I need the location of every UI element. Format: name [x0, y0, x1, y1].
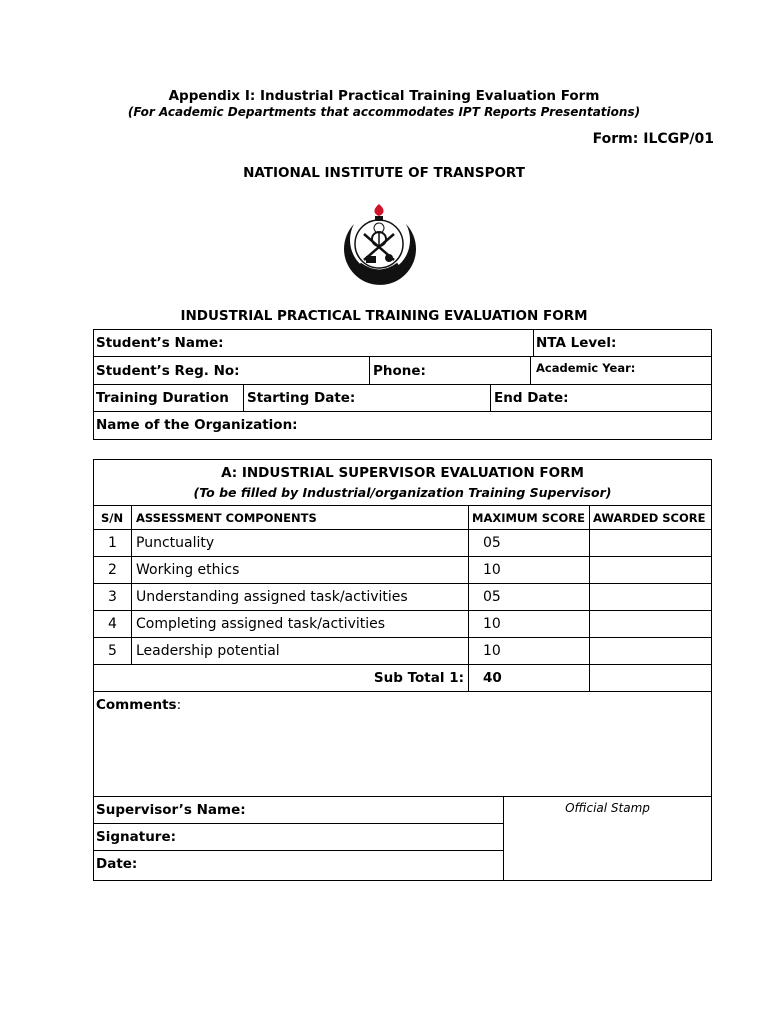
row-component: Punctuality: [131, 529, 469, 557]
row-max-score: 05: [468, 529, 590, 557]
row-awarded-score-input[interactable]: [589, 529, 712, 557]
row-component: Leadership potential: [131, 637, 469, 665]
starting-date-label: Starting Date:: [247, 390, 356, 406]
row-sn: 2: [93, 556, 132, 584]
institution-name: NATIONAL INSTITUTE OF TRANSPORT: [243, 165, 525, 181]
row-max-score: 10: [468, 556, 590, 584]
col-header-component: ASSESSMENT COMPONENTS: [131, 505, 469, 530]
section-a-heading: A: INDUSTRIAL SUPERVISOR EVALUATION FORM: [221, 465, 584, 481]
signature-label: Signature:: [96, 829, 177, 845]
starting-date-field[interactable]: [243, 384, 491, 412]
comments-field[interactable]: [93, 691, 712, 797]
row-sn: 1: [93, 529, 132, 557]
phone-label: Phone:: [373, 363, 426, 379]
subtotal-value-cell: [468, 664, 590, 692]
row-sn: 5: [93, 637, 132, 665]
organization-field[interactable]: [93, 411, 712, 440]
row-component: Understanding assigned task/activities: [131, 583, 469, 611]
supervisor-name-label: Supervisor’s Name:: [96, 802, 246, 818]
col-header-sn: S/N: [93, 505, 132, 530]
section-a-subheading: (To be filled by Industrial/organization Training Supervisor): [193, 485, 612, 500]
row-component: Working ethics: [131, 556, 469, 584]
nta-level-field[interactable]: [533, 329, 712, 357]
row-max-score: 10: [468, 637, 590, 665]
col-header-max-score: MAXIMUM SCORE: [468, 505, 590, 530]
comments-label: Comments: [96, 697, 177, 713]
supervisor-name-field[interactable]: [93, 796, 504, 824]
phone-field[interactable]: [369, 356, 531, 385]
section-a-header: [93, 459, 712, 506]
row-max-score: 10: [468, 610, 590, 638]
row-max-score: 05: [468, 583, 590, 611]
row-sn: 4: [93, 610, 132, 638]
official-stamp-label: Official Stamp: [565, 801, 650, 815]
organization-label: Name of the Organization:: [96, 417, 298, 433]
academic-year-field[interactable]: [530, 356, 712, 385]
date-label: Date:: [96, 856, 138, 872]
official-stamp-area: [503, 796, 712, 881]
subtotal-awarded-input[interactable]: [589, 664, 712, 692]
reg-no-field[interactable]: [93, 356, 370, 385]
student-name-label: Student’s Name:: [96, 335, 224, 351]
subtotal-value: 40: [483, 670, 502, 686]
academic-year-label: Academic Year:: [536, 361, 636, 375]
row-sn: 3: [93, 583, 132, 611]
training-duration-label: Training Duration: [96, 390, 229, 406]
appendix-title: Appendix I: Industrial Practical Training Evaluation Form: [168, 88, 600, 104]
row-awarded-score-input[interactable]: [589, 610, 712, 638]
subtotal-label-cell: [93, 664, 469, 692]
end-date-field[interactable]: [490, 384, 712, 412]
subtotal-label: Sub Total 1:: [373, 670, 464, 686]
row-awarded-score-input[interactable]: [589, 583, 712, 611]
nit-crest-logo-icon: [334, 194, 424, 290]
student-name-field[interactable]: [93, 329, 534, 357]
nta-level-label: NTA Level:: [536, 335, 617, 351]
form-title: INDUSTRIAL PRACTICAL TRAINING EVALUATION FORM: [180, 308, 588, 324]
end-date-label: End Date:: [494, 390, 569, 406]
col-header-awarded-score: AWARDED SCORE: [589, 505, 712, 530]
training-duration-field[interactable]: [93, 384, 244, 412]
appendix-subtitle: (For Academic Departments that accommodates IPT Reports Presentations): [127, 105, 641, 119]
comments-colon: :: [176, 697, 182, 713]
reg-no-label: Student’s Reg. No:: [96, 363, 240, 379]
date-field[interactable]: [93, 850, 504, 881]
row-component: Completing assigned task/activities: [131, 610, 469, 638]
row-awarded-score-input[interactable]: [589, 556, 712, 584]
form-number: Form: ILCGP/01: [592, 131, 714, 147]
signature-field[interactable]: [93, 823, 504, 851]
row-awarded-score-input[interactable]: [589, 637, 712, 665]
